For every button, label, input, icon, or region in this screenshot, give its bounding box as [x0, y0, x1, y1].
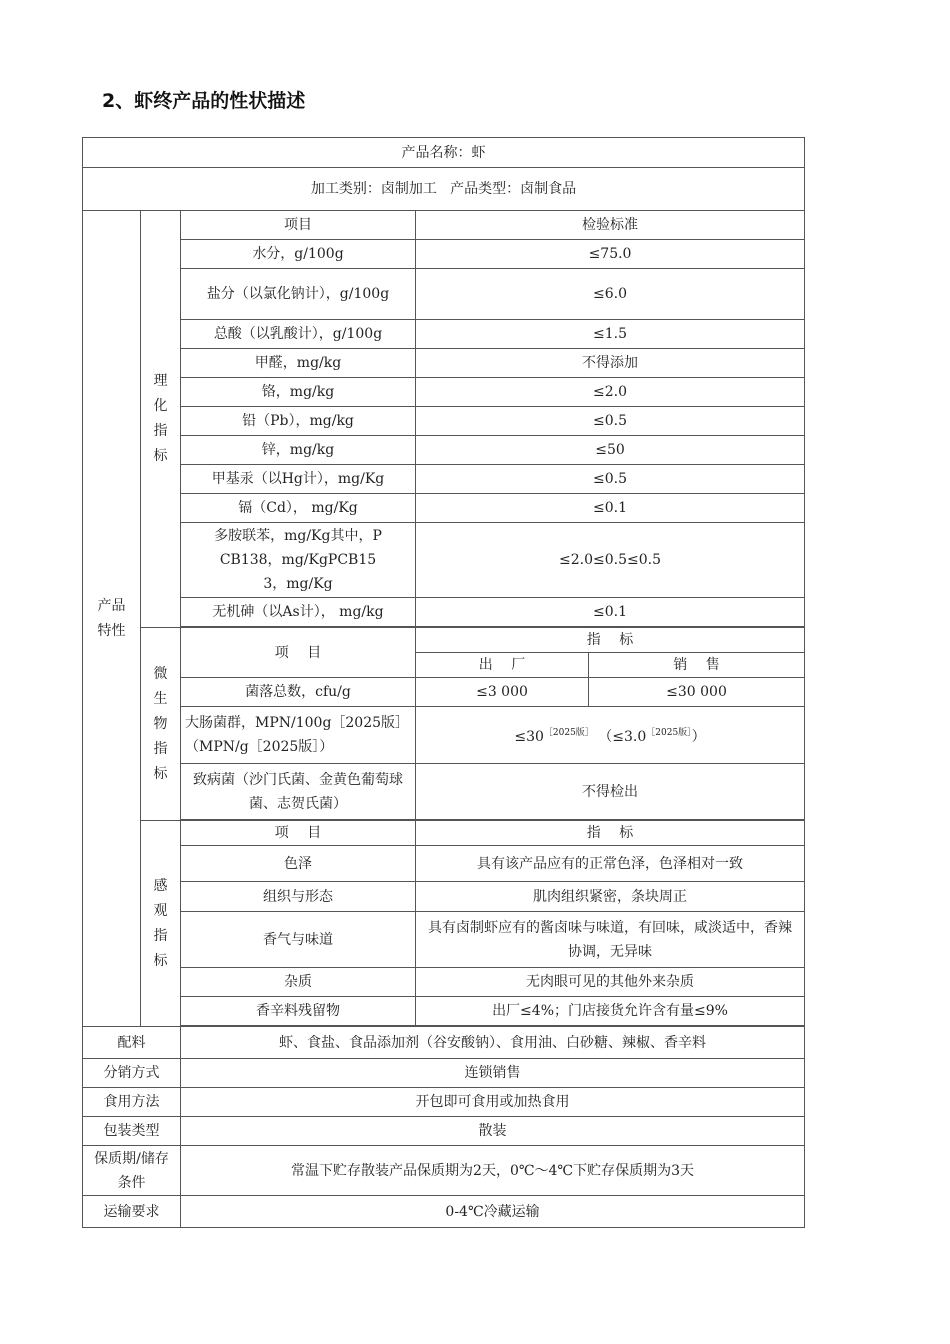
storage-label	[83, 1146, 181, 1196]
physchem-item: 无机砷（以As计）， mg/kg	[181, 598, 416, 627]
micro-label: 微生物指标	[153, 665, 168, 782]
table-row	[83, 1146, 805, 1196]
micro-std-sup-a: ［2025版］	[543, 728, 594, 738]
section-label: 产品特性	[97, 597, 126, 639]
sensory-header-item: 项 目	[181, 821, 416, 846]
micro-item-text: 大肠菌群，MPN/100g［2025版］（MPN/g［2025版］）	[185, 715, 403, 755]
physchem-item: 锌，mg/kg	[181, 436, 416, 465]
table-row	[83, 598, 805, 627]
sensory-item: 组织与形态	[181, 882, 416, 912]
table-row	[83, 968, 805, 997]
physchem-std: ≤0.5	[416, 407, 805, 436]
table-row	[83, 1059, 805, 1088]
micro-std-c: ）	[691, 729, 706, 745]
micro-header-sale: 销 售	[589, 653, 805, 678]
table-row	[83, 1088, 805, 1117]
usage-label: 食用方法	[83, 1088, 181, 1117]
product-name-row	[83, 138, 805, 168]
micro-std-b: （≤3.0	[598, 729, 647, 745]
micro-std: 不得检出	[416, 764, 805, 820]
table-row	[83, 1117, 805, 1146]
physchem-std: ≤50	[416, 436, 805, 465]
product-name-cell: 产品名称：虾	[83, 138, 805, 168]
micro-header-item: 项 目	[181, 628, 416, 678]
table-row	[83, 997, 805, 1026]
sensory-label-cell	[141, 821, 181, 1027]
sensory-item: 色泽	[181, 846, 416, 882]
table-row	[83, 378, 805, 407]
sensory-std: 无肉眼可见的其他外来杂质	[416, 968, 805, 997]
micro-item-text: 致病菌（沙门氏菌、金黄色葡萄球菌、志贺氏菌）	[193, 771, 403, 812]
micro-std	[416, 707, 805, 764]
physchem-item: 镉（Cd）， mg/Kg	[181, 494, 416, 523]
table-row	[83, 707, 805, 764]
transport-value: 0-4℃冷藏运输	[181, 1196, 805, 1228]
physchem-item: 甲醛，mg/kg	[181, 349, 416, 378]
physchem-header-item: 项目	[181, 211, 416, 240]
physchem-item: 铅（Pb），mg/kg	[181, 407, 416, 436]
table-row	[83, 211, 805, 240]
table-row	[83, 465, 805, 494]
micro-std-a: ≤30	[514, 729, 544, 745]
micro-item: 菌落总数，cfu/g	[181, 678, 416, 707]
table-row	[83, 678, 805, 707]
table-row	[83, 764, 805, 820]
physchem-item	[181, 523, 416, 598]
table-row	[83, 269, 805, 320]
sensory-std-text: 具有卤制虾应有的酱卤味与味道，有回味，咸淡适中，香辣协调，无异味	[428, 919, 793, 960]
table-row	[83, 628, 805, 653]
physchem-item: 铬，mg/kg	[181, 378, 416, 407]
physchem-std: ≤2.0≤0.5≤0.5	[416, 523, 805, 598]
table-row	[83, 1196, 805, 1228]
table-row	[83, 882, 805, 912]
sensory-item: 香气与味道	[181, 912, 416, 968]
sensory-std: 具有该产品应有的正常色泽，色泽相对一致	[416, 846, 805, 882]
storage-label-text: 保质期/储存条件	[94, 1150, 169, 1191]
packaging-value: 散装	[181, 1117, 805, 1146]
table-row	[83, 407, 805, 436]
table-row	[83, 240, 805, 269]
table-row	[83, 1027, 805, 1059]
physchem-item: 甲基汞（以Hg计），mg/Kg	[181, 465, 416, 494]
sensory-std: 肌肉组织紧密，条块周正	[416, 882, 805, 912]
physchem-std: ≤0.5	[416, 465, 805, 494]
physchem-std: ≤0.1	[416, 598, 805, 627]
physchem-std: 不得添加	[416, 349, 805, 378]
physchem-std: ≤0.1	[416, 494, 805, 523]
category-row	[83, 168, 805, 211]
table-row	[83, 320, 805, 349]
physchem-std: ≤2.0	[416, 378, 805, 407]
physchem-item: 总酸（以乳酸计），g/100g	[181, 320, 416, 349]
micro-label-cell	[141, 628, 181, 821]
table-row	[83, 436, 805, 465]
micro-item	[181, 764, 416, 820]
micro-sale: ≤30 000	[589, 678, 805, 707]
physchem-label: 理化指标	[153, 373, 168, 464]
physchem-std: ≤75.0	[416, 240, 805, 269]
table-row	[83, 821, 805, 846]
table-row	[83, 846, 805, 882]
physchem-item-text: 多胺联苯，mg/Kg其中，PCB138，mg/KgPCB153，mg/Kg	[214, 528, 382, 592]
micro-item	[181, 707, 416, 764]
micro-header-std: 指 标	[416, 628, 805, 653]
sensory-item: 香辛料残留物	[181, 997, 416, 1026]
storage-value: 常温下贮存散装产品保质期为2天，0℃～4℃下贮存保质期为3天	[181, 1146, 805, 1196]
micro-factory: ≤3 000	[416, 678, 589, 707]
table-row	[83, 349, 805, 378]
physchem-item: 水分，g/100g	[181, 240, 416, 269]
table-row	[83, 912, 805, 968]
physchem-label-cell	[141, 211, 181, 628]
transport-label: 运输要求	[83, 1196, 181, 1228]
table-row	[83, 494, 805, 523]
table-row	[83, 523, 805, 598]
usage-value: 开包即可食用或加热食用	[181, 1088, 805, 1117]
micro-std-sup-b: ［2025版］	[646, 728, 692, 738]
physchem-std: ≤1.5	[416, 320, 805, 349]
sensory-item: 杂质	[181, 968, 416, 997]
sensory-std: 出厂≤4%；门店接货允许含有量≤9%	[416, 997, 805, 1026]
packaging-label: 包装类型	[83, 1117, 181, 1146]
product-spec-table	[82, 137, 805, 1228]
distribution-value: 连锁销售	[181, 1059, 805, 1088]
sensory-std	[416, 912, 805, 968]
micro-header-factory: 出 厂	[416, 653, 589, 678]
ingredients-value: 虾、食盐、食品添加剂（谷安酸钠）、食用油、白砂糖、辣椒、香辛料	[181, 1027, 805, 1059]
page-heading: 2、虾终产品的性状描述	[102, 90, 306, 112]
distribution-label: 分销方式	[83, 1059, 181, 1088]
physchem-header-std: 检验标准	[416, 211, 805, 240]
sensory-header-std: 指 标	[416, 821, 805, 846]
physchem-item: 盐分（以氯化钠计），g/100g	[181, 269, 416, 320]
category-cell: 加工类别：卤制加工 产品类型：卤制食品	[83, 168, 805, 211]
section-label-cell	[83, 211, 141, 1027]
ingredients-label: 配料	[83, 1027, 181, 1059]
physchem-std: ≤6.0	[416, 269, 805, 320]
sensory-label: 感观指标	[153, 877, 168, 969]
